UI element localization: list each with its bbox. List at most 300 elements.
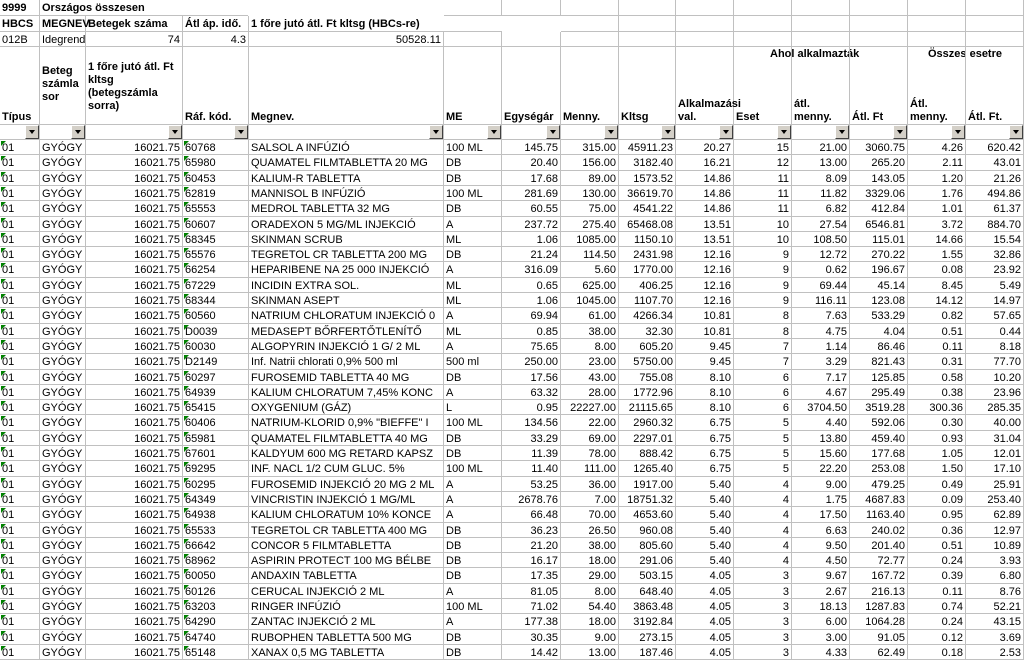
- data-cell[interactable]: 281.69: [502, 186, 561, 201]
- data-cell[interactable]: 620.42: [966, 140, 1024, 155]
- data-cell[interactable]: 0.65: [502, 278, 561, 293]
- data-cell[interactable]: 295.49: [850, 385, 908, 400]
- data-cell[interactable]: 9.45: [676, 354, 734, 370]
- data-cell[interactable]: 33.29: [502, 431, 561, 446]
- data-cell[interactable]: 1917.00: [619, 477, 676, 492]
- autofilter-dropdown-button[interactable]: [25, 125, 39, 139]
- data-cell[interactable]: 7.00: [561, 492, 619, 507]
- column-header[interactable]: [966, 47, 1024, 125]
- data-cell[interactable]: KALIUM CHLORATUM 10% KONCE: [249, 507, 444, 523]
- data-cell[interactable]: 1.06: [502, 232, 561, 247]
- data-cell[interactable]: 22.00: [561, 415, 619, 431]
- autofilter-dropdown-button[interactable]: [1009, 125, 1023, 139]
- data-cell[interactable]: 12.97: [966, 523, 1024, 538]
- data-cell[interactable]: 01: [0, 370, 40, 385]
- data-cell[interactable]: 2431.98: [619, 247, 676, 262]
- data-cell[interactable]: 11: [734, 201, 792, 217]
- data-cell[interactable]: 250.00: [502, 354, 561, 370]
- blank-cell[interactable]: [502, 0, 561, 16]
- data-cell[interactable]: 237.72: [502, 217, 561, 232]
- data-cell[interactable]: 12.16: [676, 262, 734, 278]
- hbcs-value[interactable]: 012B: [0, 32, 40, 47]
- data-cell[interactable]: SKINMAN SCRUB: [249, 232, 444, 247]
- data-cell[interactable]: 3.93: [966, 553, 1024, 568]
- data-cell[interactable]: 0.74: [908, 599, 966, 614]
- data-cell[interactable]: 3.29: [792, 354, 850, 370]
- data-cell[interactable]: 533.29: [850, 308, 908, 324]
- data-cell[interactable]: 0.44: [966, 324, 1024, 339]
- blank-cell[interactable]: [908, 32, 966, 47]
- data-cell[interactable]: 265.20: [850, 155, 908, 171]
- data-cell[interactable]: SALSOL A INFÚZIÓ: [249, 140, 444, 155]
- data-cell[interactable]: 1287.83: [850, 599, 908, 614]
- data-cell[interactable]: 16021.75: [86, 278, 183, 293]
- data-cell[interactable]: 9.00: [561, 630, 619, 645]
- data-cell[interactable]: 1085.00: [561, 232, 619, 247]
- data-cell[interactable]: 11: [734, 171, 792, 186]
- data-cell[interactable]: 0.49: [908, 477, 966, 492]
- data-cell[interactable]: 60295: [183, 477, 249, 492]
- data-cell[interactable]: 16021.75: [86, 645, 183, 660]
- data-cell[interactable]: 17.56: [502, 370, 561, 385]
- data-cell[interactable]: D0039: [183, 324, 249, 339]
- data-cell[interactable]: 4.05: [676, 630, 734, 645]
- data-cell[interactable]: 32.86: [966, 247, 1024, 262]
- data-cell[interactable]: A: [444, 507, 502, 523]
- data-cell[interactable]: 2.11: [908, 155, 966, 171]
- data-cell[interactable]: 6.00: [792, 614, 850, 630]
- data-cell[interactable]: 36.00: [561, 477, 619, 492]
- data-cell[interactable]: 16021.75: [86, 400, 183, 415]
- data-cell[interactable]: CONCOR 5 FILMTABLETTA: [249, 538, 444, 553]
- column-header[interactable]: [619, 47, 676, 125]
- data-cell[interactable]: 30.35: [502, 630, 561, 645]
- data-cell[interactable]: 100 ML: [444, 415, 502, 431]
- data-cell[interactable]: 1573.52: [619, 171, 676, 186]
- data-cell[interactable]: 43.15: [966, 614, 1024, 630]
- data-cell[interactable]: GYÓGY: [40, 324, 86, 339]
- data-cell[interactable]: GYÓGY: [40, 370, 86, 385]
- data-cell[interactable]: DB: [444, 201, 502, 217]
- data-cell[interactable]: 72.77: [850, 553, 908, 568]
- data-cell[interactable]: GYÓGY: [40, 293, 86, 308]
- data-cell[interactable]: A: [444, 584, 502, 599]
- data-cell[interactable]: 18751.32: [619, 492, 676, 507]
- data-cell[interactable]: 888.42: [619, 446, 676, 461]
- blank-cell[interactable]: [502, 32, 561, 47]
- data-cell[interactable]: 2960.32: [619, 415, 676, 431]
- data-cell[interactable]: 16021.75: [86, 507, 183, 523]
- data-cell[interactable]: 300.36: [908, 400, 966, 415]
- data-cell[interactable]: 13.51: [676, 232, 734, 247]
- betegek-szama-header[interactable]: Betegek száma: [86, 16, 183, 32]
- data-cell[interactable]: 116.11: [792, 293, 850, 308]
- data-cell[interactable]: GYÓGY: [40, 431, 86, 446]
- data-cell[interactable]: 17.35: [502, 568, 561, 584]
- data-cell[interactable]: 22227.00: [561, 400, 619, 415]
- data-cell[interactable]: 62.49: [850, 645, 908, 660]
- data-cell[interactable]: 64349: [183, 492, 249, 507]
- data-cell[interactable]: 3192.84: [619, 614, 676, 630]
- data-cell[interactable]: 52.21: [966, 599, 1024, 614]
- data-cell[interactable]: GYÓGY: [40, 217, 86, 232]
- data-cell[interactable]: NATRIUM CHLORATUM INJEKCIÓ 0: [249, 308, 444, 324]
- blank-cell[interactable]: [619, 0, 676, 16]
- data-cell[interactable]: 494.86: [966, 186, 1024, 201]
- data-cell[interactable]: 275.40: [561, 217, 619, 232]
- data-cell[interactable]: 5.40: [676, 507, 734, 523]
- data-cell[interactable]: 6.75: [676, 415, 734, 431]
- data-cell[interactable]: NATRIUM-KLORID 0,9% "BIEFFE" I: [249, 415, 444, 431]
- data-cell[interactable]: A: [444, 262, 502, 278]
- data-cell[interactable]: 60406: [183, 415, 249, 431]
- data-cell[interactable]: 0.18: [908, 645, 966, 660]
- data-cell[interactable]: 01: [0, 431, 40, 446]
- data-cell[interactable]: 16021.75: [86, 614, 183, 630]
- column-header[interactable]: [502, 47, 561, 125]
- data-cell[interactable]: 1.75: [792, 492, 850, 507]
- data-cell[interactable]: 3060.75: [850, 140, 908, 155]
- data-cell[interactable]: 25.91: [966, 477, 1024, 492]
- data-cell[interactable]: 68962: [183, 553, 249, 568]
- data-cell[interactable]: GYÓGY: [40, 492, 86, 507]
- data-cell[interactable]: 111.00: [561, 461, 619, 477]
- data-cell[interactable]: 3: [734, 568, 792, 584]
- data-cell[interactable]: 65468.08: [619, 217, 676, 232]
- data-cell[interactable]: 503.15: [619, 568, 676, 584]
- data-cell[interactable]: 1045.00: [561, 293, 619, 308]
- data-cell[interactable]: 0.39: [908, 568, 966, 584]
- data-cell[interactable]: 16021.75: [86, 339, 183, 354]
- data-cell[interactable]: 1.50: [908, 461, 966, 477]
- autofilter-dropdown-button[interactable]: [835, 125, 849, 139]
- data-cell[interactable]: 4.04: [850, 324, 908, 339]
- data-cell[interactable]: 4: [734, 553, 792, 568]
- data-cell[interactable]: 5.40: [676, 553, 734, 568]
- column-header[interactable]: [86, 47, 183, 125]
- data-cell[interactable]: 0.95: [908, 507, 966, 523]
- data-cell[interactable]: 60050: [183, 568, 249, 584]
- data-cell[interactable]: 0.38: [908, 385, 966, 400]
- data-cell[interactable]: ML: [444, 278, 502, 293]
- data-cell[interactable]: 16.21: [676, 155, 734, 171]
- data-cell[interactable]: 9.50: [792, 538, 850, 553]
- data-cell[interactable]: 4.05: [676, 584, 734, 599]
- data-cell[interactable]: 71.02: [502, 599, 561, 614]
- data-cell[interactable]: ASPIRIN PROTECT 100 MG BÉLBE: [249, 553, 444, 568]
- blank-cell[interactable]: [676, 0, 734, 16]
- data-cell[interactable]: 10.81: [676, 324, 734, 339]
- data-cell[interactable]: 100 ML: [444, 140, 502, 155]
- data-cell[interactable]: DB: [444, 446, 502, 461]
- data-cell[interactable]: FUROSEMID INJEKCIÓ 20 MG 2 ML: [249, 477, 444, 492]
- data-cell[interactable]: A: [444, 477, 502, 492]
- column-header[interactable]: [0, 47, 40, 125]
- data-cell[interactable]: 6: [734, 370, 792, 385]
- data-cell[interactable]: 60453: [183, 171, 249, 186]
- data-cell[interactable]: 4.05: [676, 568, 734, 584]
- data-cell[interactable]: 253.40: [966, 492, 1024, 507]
- autofilter-dropdown-button[interactable]: [893, 125, 907, 139]
- data-cell[interactable]: GYÓGY: [40, 385, 86, 400]
- data-cell[interactable]: 0.36: [908, 523, 966, 538]
- data-cell[interactable]: Inf. Natrii chlorati 0,9% 500 ml: [249, 354, 444, 370]
- data-cell[interactable]: 4: [734, 523, 792, 538]
- autofilter-dropdown-button[interactable]: [234, 125, 248, 139]
- data-cell[interactable]: 10: [734, 232, 792, 247]
- data-cell[interactable]: GYÓGY: [40, 553, 86, 568]
- data-cell[interactable]: GYÓGY: [40, 507, 86, 523]
- data-cell[interactable]: 11.40: [502, 461, 561, 477]
- data-cell[interactable]: 14.86: [676, 186, 734, 201]
- data-cell[interactable]: 2.53: [966, 645, 1024, 660]
- data-cell[interactable]: 78.00: [561, 446, 619, 461]
- data-cell[interactable]: GYÓGY: [40, 247, 86, 262]
- data-cell[interactable]: 21115.65: [619, 400, 676, 415]
- data-cell[interactable]: OXYGENIUM (GÁZ): [249, 400, 444, 415]
- data-cell[interactable]: 65576: [183, 247, 249, 262]
- data-cell[interactable]: 115.01: [850, 232, 908, 247]
- blank-cell[interactable]: [908, 0, 966, 16]
- data-cell[interactable]: 8.10: [676, 370, 734, 385]
- data-cell[interactable]: 0.95: [502, 400, 561, 415]
- data-cell[interactable]: 5.49: [966, 278, 1024, 293]
- data-cell[interactable]: GYÓGY: [40, 201, 86, 217]
- data-cell[interactable]: 0.51: [908, 538, 966, 553]
- data-cell[interactable]: 273.15: [619, 630, 676, 645]
- blank-cell[interactable]: [908, 16, 966, 32]
- data-cell[interactable]: 100 ML: [444, 186, 502, 201]
- data-cell[interactable]: 16021.75: [86, 538, 183, 553]
- column-header[interactable]: [40, 47, 86, 125]
- data-cell[interactable]: GYÓGY: [40, 278, 86, 293]
- data-cell[interactable]: 57.65: [966, 308, 1024, 324]
- autofilter-dropdown-button[interactable]: [951, 125, 965, 139]
- data-cell[interactable]: 01: [0, 400, 40, 415]
- data-cell[interactable]: 3863.48: [619, 599, 676, 614]
- blank-cell[interactable]: [676, 32, 734, 47]
- data-cell[interactable]: 18.00: [561, 553, 619, 568]
- data-cell[interactable]: INCIDIN EXTRA SOL.: [249, 278, 444, 293]
- data-cell[interactable]: 134.56: [502, 415, 561, 431]
- filter-cell[interactable]: [249, 125, 444, 140]
- data-cell[interactable]: 16021.75: [86, 492, 183, 507]
- data-cell[interactable]: 8.45: [908, 278, 966, 293]
- data-cell[interactable]: 16021.75: [86, 201, 183, 217]
- data-cell[interactable]: 0.11: [908, 584, 966, 599]
- data-cell[interactable]: 01: [0, 614, 40, 630]
- data-cell[interactable]: 16021.75: [86, 308, 183, 324]
- data-cell[interactable]: 291.06: [619, 553, 676, 568]
- data-cell[interactable]: 4.75: [792, 324, 850, 339]
- data-cell[interactable]: 01: [0, 247, 40, 262]
- blank-cell[interactable]: [792, 32, 850, 47]
- data-cell[interactable]: 7.17: [792, 370, 850, 385]
- data-cell[interactable]: GYÓGY: [40, 354, 86, 370]
- data-cell[interactable]: 60560: [183, 308, 249, 324]
- data-cell[interactable]: 29.00: [561, 568, 619, 584]
- data-cell[interactable]: 177.38: [502, 614, 561, 630]
- data-cell[interactable]: 4541.22: [619, 201, 676, 217]
- data-cell[interactable]: 86.46: [850, 339, 908, 354]
- data-cell[interactable]: 4.50: [792, 553, 850, 568]
- data-cell[interactable]: 0.12: [908, 630, 966, 645]
- data-cell[interactable]: 64938: [183, 507, 249, 523]
- data-cell[interactable]: 143.05: [850, 171, 908, 186]
- data-cell[interactable]: 1163.40: [850, 507, 908, 523]
- data-cell[interactable]: 1.55: [908, 247, 966, 262]
- data-cell[interactable]: 177.68: [850, 446, 908, 461]
- data-cell[interactable]: 16021.75: [86, 599, 183, 614]
- data-cell[interactable]: 6546.81: [850, 217, 908, 232]
- data-cell[interactable]: 16021.75: [86, 477, 183, 492]
- data-cell[interactable]: 3.00: [792, 630, 850, 645]
- data-cell[interactable]: 9.45: [676, 339, 734, 354]
- data-cell[interactable]: A: [444, 385, 502, 400]
- data-cell[interactable]: 01: [0, 415, 40, 431]
- autofilter-dropdown-button[interactable]: [71, 125, 85, 139]
- data-cell[interactable]: 156.00: [561, 155, 619, 171]
- data-cell[interactable]: 4.05: [676, 645, 734, 660]
- data-cell[interactable]: 145.75: [502, 140, 561, 155]
- data-cell[interactable]: 14.86: [676, 171, 734, 186]
- data-cell[interactable]: 16021.75: [86, 155, 183, 171]
- data-cell[interactable]: 1772.96: [619, 385, 676, 400]
- data-cell[interactable]: 17.68: [502, 171, 561, 186]
- data-cell[interactable]: GYÓGY: [40, 614, 86, 630]
- data-cell[interactable]: 10.20: [966, 370, 1024, 385]
- data-cell[interactable]: 8.10: [676, 385, 734, 400]
- data-cell[interactable]: 16021.75: [86, 354, 183, 370]
- data-cell[interactable]: 01: [0, 568, 40, 584]
- data-cell[interactable]: 11: [734, 186, 792, 201]
- data-cell[interactable]: 3.69: [966, 630, 1024, 645]
- hbcs-code-9999[interactable]: 9999: [0, 0, 40, 16]
- data-cell[interactable]: 412.84: [850, 201, 908, 217]
- data-cell[interactable]: XANAX 0,5 MG TABLETTA: [249, 645, 444, 660]
- data-cell[interactable]: 65148: [183, 645, 249, 660]
- data-cell[interactable]: 65980: [183, 155, 249, 171]
- data-cell[interactable]: 20.27: [676, 140, 734, 155]
- data-cell[interactable]: 69.94: [502, 308, 561, 324]
- data-cell[interactable]: 20.40: [502, 155, 561, 171]
- data-cell[interactable]: 605.20: [619, 339, 676, 354]
- data-cell[interactable]: 9: [734, 278, 792, 293]
- data-cell[interactable]: 6.63: [792, 523, 850, 538]
- autofilter-dropdown-button[interactable]: [777, 125, 791, 139]
- blank-cell[interactable]: [676, 16, 734, 32]
- data-cell[interactable]: SKINMAN ASEPT: [249, 293, 444, 308]
- data-cell[interactable]: 38.00: [561, 324, 619, 339]
- data-cell[interactable]: 5: [734, 415, 792, 431]
- data-cell[interactable]: 3182.40: [619, 155, 676, 171]
- data-cell[interactable]: GYÓGY: [40, 155, 86, 171]
- data-cell[interactable]: 1.01: [908, 201, 966, 217]
- data-cell[interactable]: 8.00: [561, 339, 619, 354]
- data-cell[interactable]: 17.50: [792, 507, 850, 523]
- data-cell[interactable]: 67601: [183, 446, 249, 461]
- column-header[interactable]: [561, 47, 619, 125]
- data-cell[interactable]: 01: [0, 538, 40, 553]
- data-cell[interactable]: 1265.40: [619, 461, 676, 477]
- data-cell[interactable]: 69295: [183, 461, 249, 477]
- data-cell[interactable]: A: [444, 308, 502, 324]
- data-cell[interactable]: 3: [734, 630, 792, 645]
- data-cell[interactable]: 1107.70: [619, 293, 676, 308]
- data-cell[interactable]: DB: [444, 370, 502, 385]
- data-cell[interactable]: 54.40: [561, 599, 619, 614]
- data-cell[interactable]: 01: [0, 186, 40, 201]
- data-cell[interactable]: 16021.75: [86, 293, 183, 308]
- blank-cell[interactable]: [734, 0, 792, 16]
- data-cell[interactable]: 16021.75: [86, 630, 183, 645]
- data-cell[interactable]: 89.00: [561, 171, 619, 186]
- data-cell[interactable]: 16021.75: [86, 186, 183, 201]
- data-cell[interactable]: GYÓGY: [40, 262, 86, 278]
- data-cell[interactable]: 2678.76: [502, 492, 561, 507]
- data-cell[interactable]: 4: [734, 477, 792, 492]
- data-cell[interactable]: 4.26: [908, 140, 966, 155]
- blank-cell[interactable]: [966, 16, 1024, 32]
- data-cell[interactable]: 0.58: [908, 370, 966, 385]
- data-cell[interactable]: 2297.01: [619, 431, 676, 446]
- data-cell[interactable]: 4: [734, 538, 792, 553]
- ap-ido-value[interactable]: 4.3: [183, 32, 249, 47]
- data-cell[interactable]: 625.00: [561, 278, 619, 293]
- data-cell[interactable]: HEPARIBENE NA 25 000 INJEKCIÓ: [249, 262, 444, 278]
- data-cell[interactable]: 01: [0, 171, 40, 186]
- data-cell[interactable]: GYÓGY: [40, 523, 86, 538]
- data-cell[interactable]: 36619.70: [619, 186, 676, 201]
- data-cell[interactable]: DB: [444, 568, 502, 584]
- data-cell[interactable]: 125.85: [850, 370, 908, 385]
- data-cell[interactable]: 01: [0, 262, 40, 278]
- autofilter-dropdown-button[interactable]: [168, 125, 182, 139]
- data-cell[interactable]: 201.40: [850, 538, 908, 553]
- data-cell[interactable]: 4266.34: [619, 308, 676, 324]
- data-cell[interactable]: 16021.75: [86, 415, 183, 431]
- data-cell[interactable]: 187.46: [619, 645, 676, 660]
- data-cell[interactable]: DB: [444, 645, 502, 660]
- data-cell[interactable]: 5: [734, 431, 792, 446]
- blank-cell[interactable]: [444, 0, 502, 16]
- data-cell[interactable]: 123.08: [850, 293, 908, 308]
- column-header[interactable]: [792, 47, 850, 125]
- blank-cell[interactable]: [850, 32, 908, 47]
- data-cell[interactable]: 14.66: [908, 232, 966, 247]
- data-cell[interactable]: DB: [444, 538, 502, 553]
- data-cell[interactable]: 7: [734, 354, 792, 370]
- data-cell[interactable]: ML: [444, 324, 502, 339]
- data-cell[interactable]: 13.00: [792, 155, 850, 171]
- data-cell[interactable]: 3.72: [908, 217, 966, 232]
- data-cell[interactable]: 5.40: [676, 492, 734, 507]
- data-cell[interactable]: 0.08: [908, 262, 966, 278]
- data-cell[interactable]: 16021.75: [86, 431, 183, 446]
- data-cell[interactable]: 12.16: [676, 247, 734, 262]
- data-cell[interactable]: GYÓGY: [40, 339, 86, 354]
- data-cell[interactable]: CERUCAL INJEKCIÓ 2 ML: [249, 584, 444, 599]
- data-cell[interactable]: 167.72: [850, 568, 908, 584]
- column-header[interactable]: [908, 47, 966, 125]
- data-cell[interactable]: 0.24: [908, 553, 966, 568]
- data-cell[interactable]: 12.01: [966, 446, 1024, 461]
- data-cell[interactable]: 9: [734, 247, 792, 262]
- column-header[interactable]: [850, 47, 908, 125]
- data-cell[interactable]: 23.96: [966, 385, 1024, 400]
- data-cell[interactable]: 9.00: [792, 477, 850, 492]
- data-cell[interactable]: MEDROL TABLETTA 32 MG: [249, 201, 444, 217]
